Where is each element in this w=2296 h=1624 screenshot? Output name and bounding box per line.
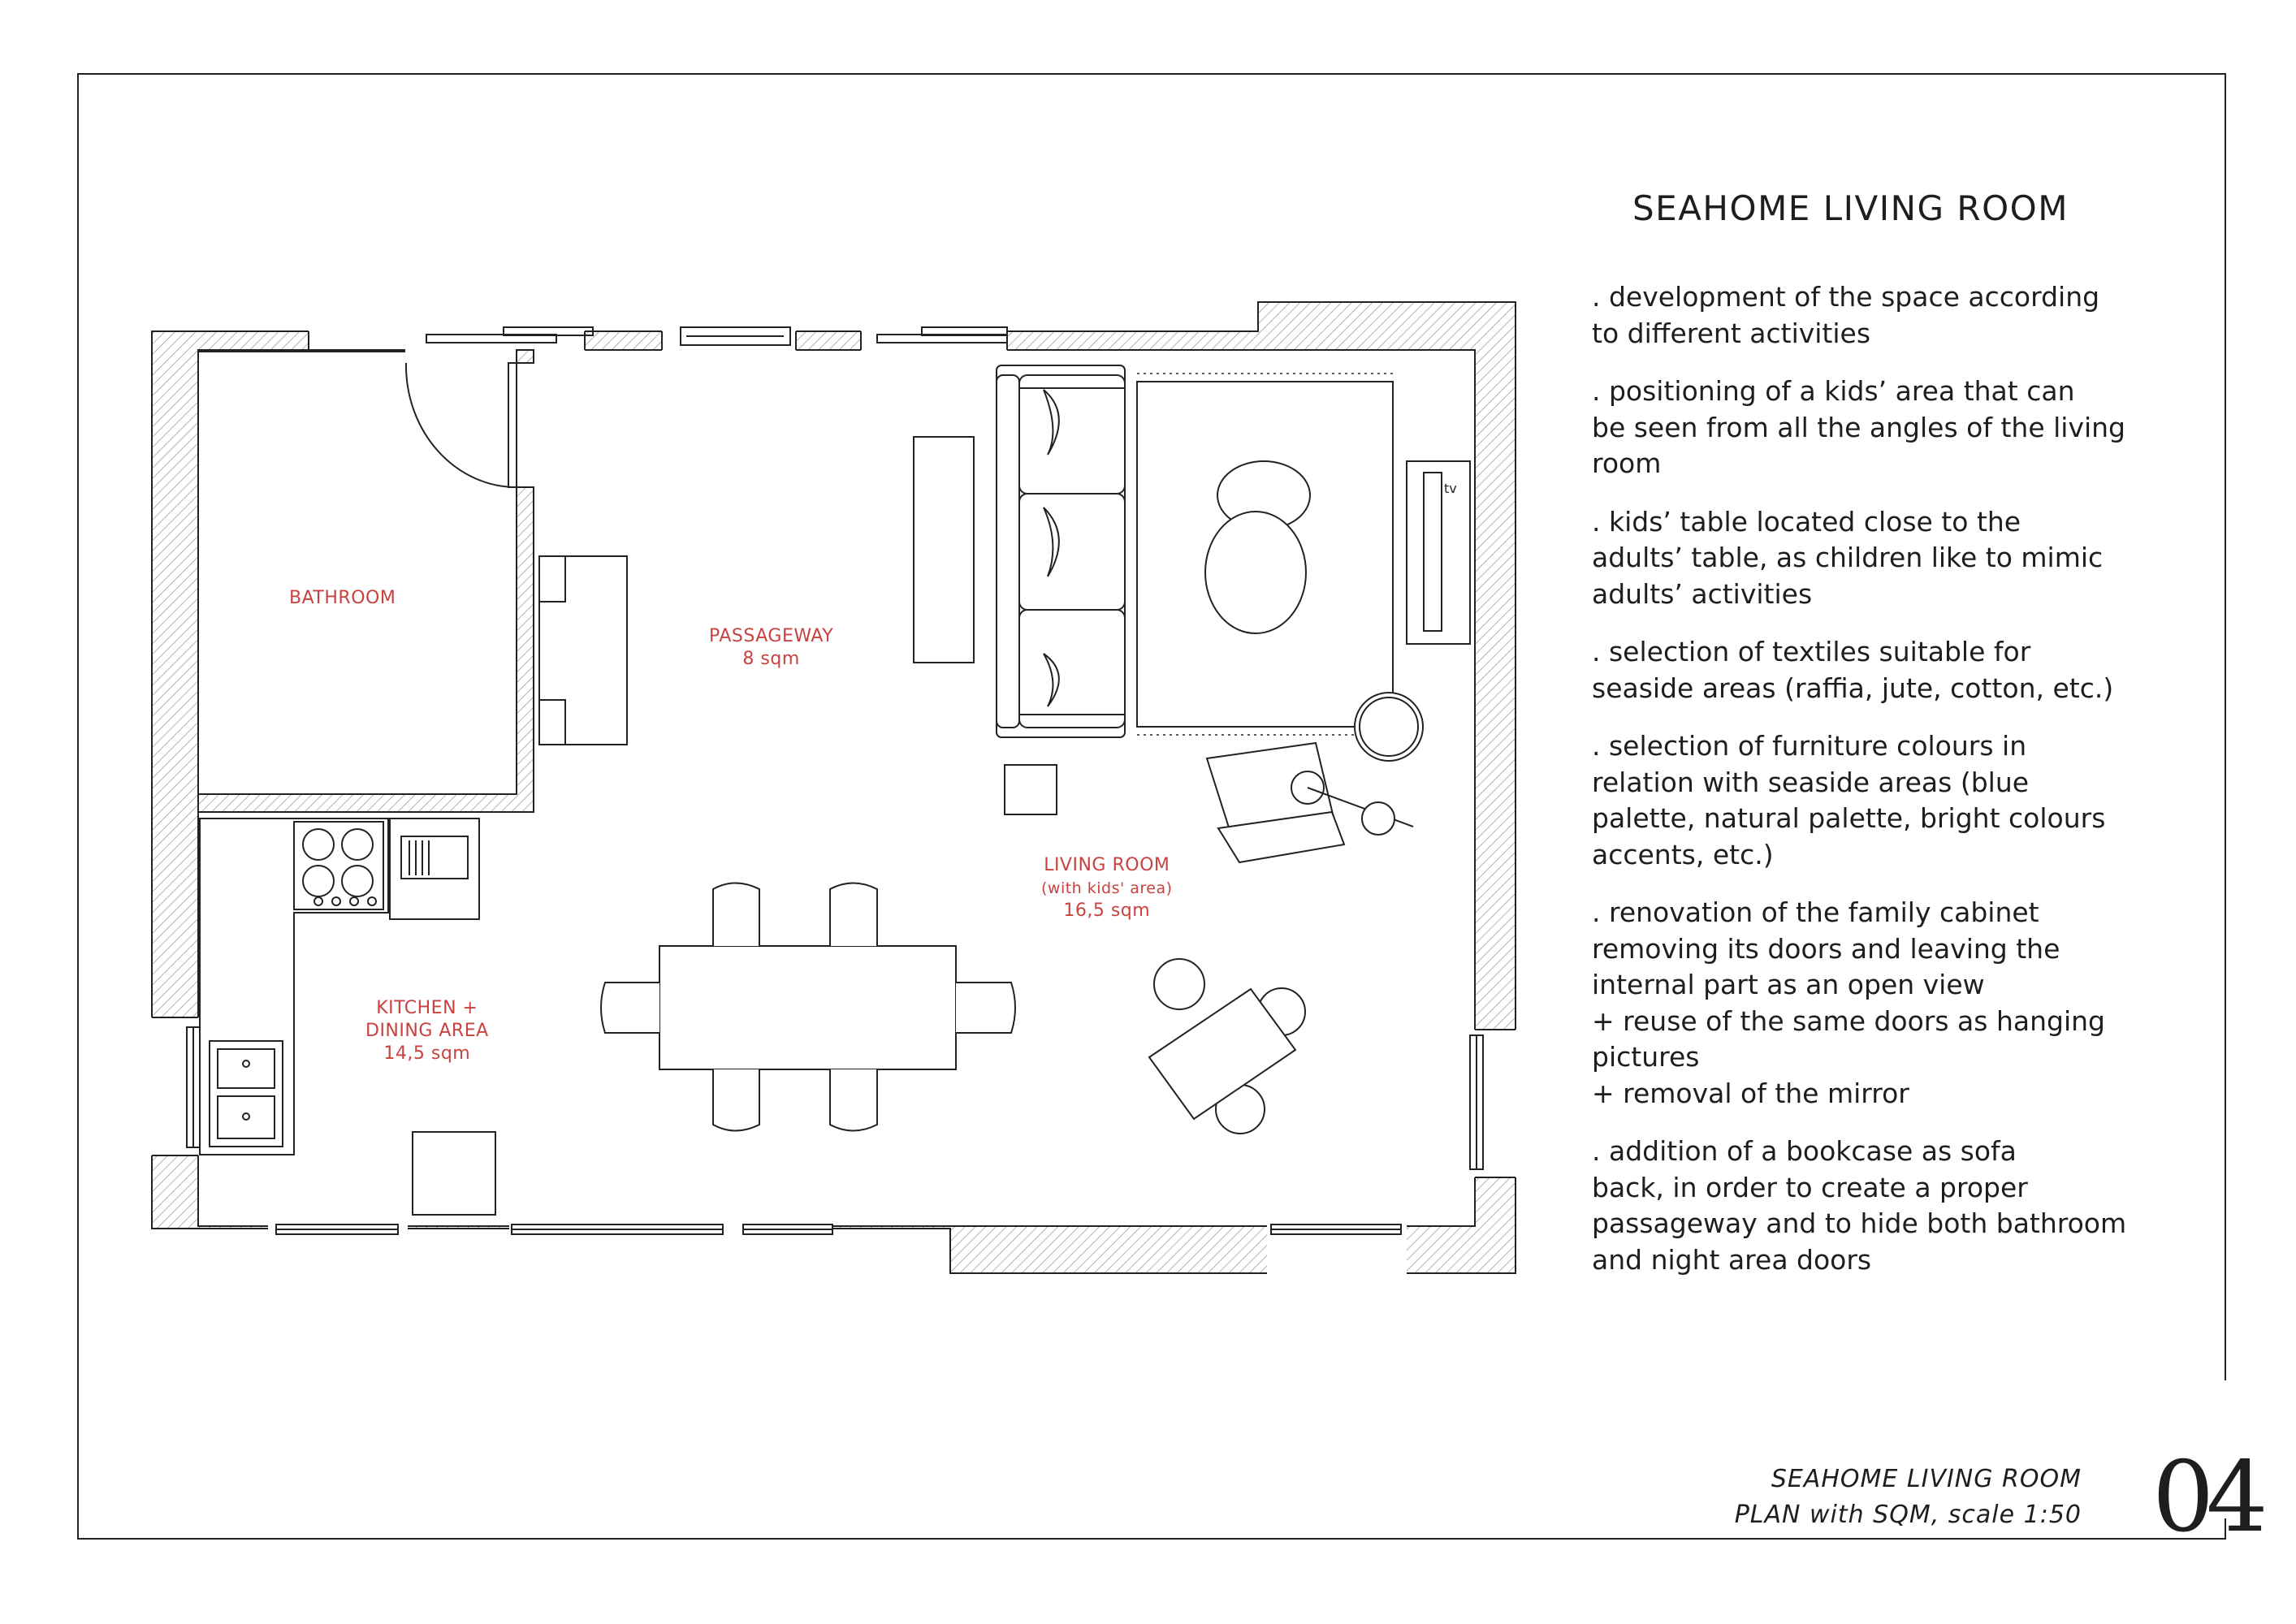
living-room-area: 16,5 sqm bbox=[1063, 901, 1151, 921]
note-item bbox=[1592, 1134, 2177, 1278]
note-line: . kids’ table located close to the bbox=[1592, 505, 2021, 538]
passageway-label bbox=[709, 625, 833, 671]
note-item bbox=[1592, 728, 2177, 873]
sofa bbox=[997, 365, 1125, 737]
dining-table bbox=[601, 883, 1015, 1131]
note-line: seaside areas (raffia, jute, cotton, etc.) bbox=[1592, 672, 2114, 704]
page-title: SEAHOME LIVING ROOM bbox=[1632, 188, 2069, 228]
kitchen-area: 14,5 sqm bbox=[383, 1043, 471, 1064]
note-line: . positioning of a kids’ area that can bbox=[1592, 375, 2075, 407]
bookcase bbox=[914, 437, 974, 663]
caption-line-2: PLAN with SQM, scale 1:50 bbox=[1734, 1501, 2082, 1529]
note-item bbox=[1592, 634, 2177, 706]
living-room-label bbox=[1041, 854, 1173, 922]
note-line: + removal of the mirror bbox=[1592, 1077, 1909, 1109]
kitchen-sub: DINING AREA bbox=[365, 1021, 489, 1041]
note-line: + reuse of the same doors as hanging bbox=[1592, 1004, 2105, 1037]
passageway-name: PASSAGEWAY bbox=[709, 626, 834, 646]
page-number: 04 bbox=[2152, 1441, 2260, 1554]
kids-table bbox=[1149, 959, 1305, 1134]
kitchen-name: KITCHEN + bbox=[376, 998, 478, 1018]
note-line: passageway and to hide both bathroom bbox=[1592, 1207, 2127, 1239]
stool bbox=[1005, 765, 1057, 814]
note-line: adults’ activities bbox=[1592, 577, 1813, 610]
note-line: . renovation of the family cabinet bbox=[1592, 896, 2039, 928]
design-notes bbox=[1592, 279, 2177, 1300]
note-item bbox=[1592, 374, 2177, 482]
note-item bbox=[1592, 504, 2177, 613]
tv-label: tv bbox=[1444, 481, 1457, 496]
note-line: adults’ table, as children like to mimic bbox=[1592, 542, 2104, 573]
note-line: back, in order to create a proper bbox=[1592, 1171, 2028, 1203]
note-line: pictures bbox=[1592, 1041, 1700, 1073]
note-line: to different activities bbox=[1592, 317, 1871, 349]
note-line: be seen from all the angles of the living bbox=[1592, 411, 2126, 443]
note-line: removing its doors and leaving the bbox=[1592, 932, 2060, 965]
drawing-caption bbox=[1735, 1462, 2082, 1533]
note-item bbox=[1592, 279, 2177, 352]
living-room-sub: (with kids' area) bbox=[1041, 879, 1173, 897]
tv-stand bbox=[1407, 461, 1470, 644]
living-room-name: LIVING ROOM bbox=[1044, 855, 1170, 875]
note-line: palette, natural palette, bright colours bbox=[1592, 802, 2106, 834]
note-line: . selection of textiles suitable for bbox=[1592, 636, 2031, 667]
note-line: . selection of furniture colours in bbox=[1592, 730, 2027, 762]
bathroom-label bbox=[289, 587, 396, 610]
bathroom-door bbox=[406, 363, 517, 487]
bathroom-partition bbox=[198, 350, 534, 812]
cabinet bbox=[539, 556, 627, 745]
rug bbox=[1137, 374, 1393, 735]
note-line: relation with seaside areas (blue bbox=[1592, 766, 2030, 798]
passageway-area: 8 sqm bbox=[742, 649, 800, 669]
kitchen-label bbox=[365, 997, 489, 1065]
bathroom-name: BATHROOM bbox=[289, 588, 396, 608]
note-line: room bbox=[1592, 447, 1662, 479]
note-line: . addition of a bookcase as sofa bbox=[1592, 1135, 2017, 1167]
note-item bbox=[1592, 895, 2177, 1112]
caption-line-1: SEAHOME LIVING ROOM bbox=[1771, 1465, 2082, 1493]
note-line: . development of the space according bbox=[1592, 281, 2100, 313]
note-line: accents, etc.) bbox=[1592, 838, 1774, 870]
note-line: internal part as an open view bbox=[1592, 969, 1985, 1000]
note-line: and night area doors bbox=[1592, 1243, 1872, 1276]
